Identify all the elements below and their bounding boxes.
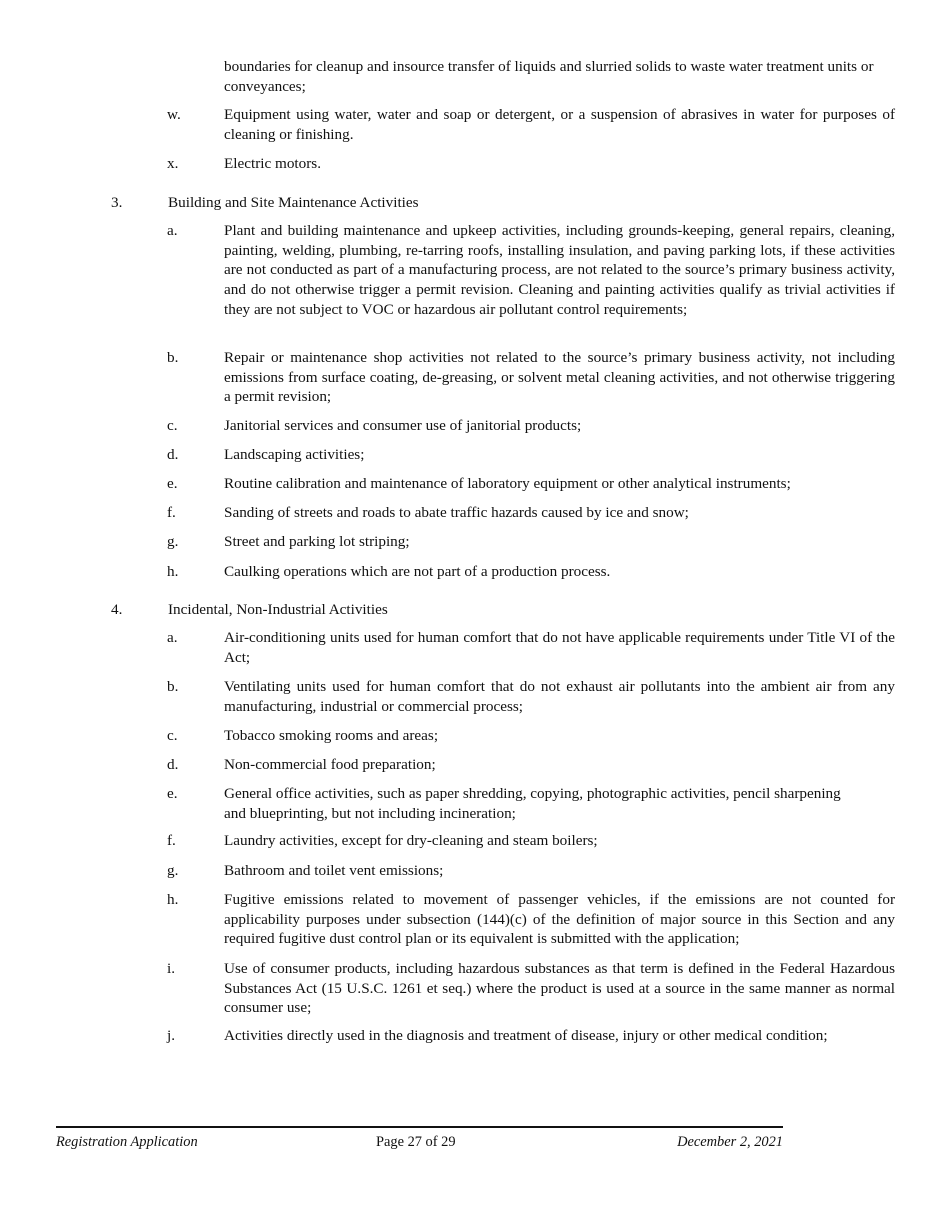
list-item-text: Street and parking lot striping; — [224, 533, 410, 550]
list-item-label: i. — [167, 960, 176, 977]
list-item-text: Janitorial services and consumer use of janitorial products; — [224, 417, 582, 434]
list-item-text: Equipment using water, water and soap or detergent, or a suspension of abrasives in water for purposes of cleaning or finishing. — [224, 106, 895, 143]
list-item-text: Routine calibration and maintenance of laboratory equipment or other analytical instruments; — [224, 475, 791, 492]
list-item-label: h. — [167, 891, 179, 908]
list-item-text: Landscaping activities; — [224, 446, 365, 463]
footer-date: December 2, 2021 — [677, 1134, 783, 1150]
list-item-text: Use of consumer products, including hazardous substances as that term is defined in the Federal Hazardous Substances Act (15 U.S.C. 1261 et seq.) where the product is used at a source in the same manner as normal consumer use; — [224, 960, 895, 1017]
list-item-text: Non-commercial food preparation; — [224, 756, 436, 773]
list-item-label: h. — [167, 563, 179, 580]
list-item-label: b. — [167, 678, 179, 695]
section-heading: Building and Site Maintenance Activities — [168, 194, 419, 211]
list-item-label: e. — [167, 475, 178, 492]
list-item-text: Sanding of streets and roads to abate traffic hazards caused by ice and snow; — [224, 504, 689, 521]
section-number: 4. — [111, 601, 123, 618]
list-item-text: General office activities, such as paper shredding, copying, photographic activities, pencil sharpening and blueprinting, but not including incineration; — [224, 785, 841, 822]
list-item-text: Fugitive emissions related to movement of passenger vehicles, if the emissions are not counted for applicability purposes under subsection (144)(c) of the definition of major source in this Section and any required fugitive dust control plan or its equivalent is submitted with the application; — [224, 891, 895, 948]
list-item-label: f. — [167, 504, 176, 521]
list-item-text: Bathroom and toilet vent emissions; — [224, 862, 444, 879]
list-item-text: Activities directly used in the diagnosis and treatment of disease, injury or other medical condition; — [224, 1027, 828, 1044]
list-item-label: a. — [167, 222, 178, 239]
list-item-text: Laundry activities, except for dry-cleaning and steam boilers; — [224, 832, 598, 849]
footer-page-number: Page 27 of 29 — [376, 1134, 456, 1150]
list-item-label: g. — [167, 533, 179, 550]
section-number: 3. — [111, 194, 123, 211]
list-item-text: Repair or maintenance shop activities not related to the source’s primary business activity, not including emissions from surface coating, de-greasing, or solvent metal cleaning activities, and not otherwise triggering a permit revision; — [224, 349, 895, 406]
list-item-label: d. — [167, 446, 179, 463]
list-item-label: j. — [167, 1027, 176, 1044]
footer-document-title: Registration Application — [56, 1134, 198, 1150]
continued-paragraph: boundaries for cleanup and insource transfer of liquids and slurried solids to waste water treatment units or conveyances; — [224, 58, 874, 95]
list-item-label: c. — [167, 727, 178, 744]
list-item-label: w. — [167, 106, 181, 123]
list-item-text: Tobacco smoking rooms and areas; — [224, 727, 439, 744]
footer-divider — [56, 1126, 783, 1128]
list-item-label: b. — [167, 349, 179, 366]
list-item-label: x. — [167, 155, 179, 172]
section-heading: Incidental, Non-Industrial Activities — [168, 601, 388, 618]
list-item-label: g. — [167, 862, 179, 879]
list-item-text: Air-conditioning units used for human comfort that do not have applicable requirements under Title VI of the Act; — [224, 629, 895, 666]
list-item-text: Caulking operations which are not part of a production process. — [224, 563, 611, 580]
list-item-label: a. — [167, 629, 178, 646]
list-item-text: Electric motors. — [224, 155, 321, 172]
list-item-label: e. — [167, 785, 178, 802]
list-item-text: Ventilating units used for human comfort that do not exhaust air pollutants into the ambient air from any manufacturing, industrial or commercial process; — [224, 678, 895, 715]
list-item-label: f. — [167, 832, 176, 849]
list-item-label: c. — [167, 417, 178, 434]
list-item-text: Plant and building maintenance and upkeep activities, including grounds-keeping, general repairs, cleaning, painting, welding, plumbing, re-tarring roofs, installing insulation, and paving parking lots, if these activities are not conducted as part of a manufacturing process, are not related to the source’s primary business activity, and do not otherwise trigger a permit revision. Cleaning and painting activities qualify as trivial activities if they are not subject to VOC or hazardous air pollutant control requirements; — [224, 222, 895, 318]
list-item-label: d. — [167, 756, 179, 773]
